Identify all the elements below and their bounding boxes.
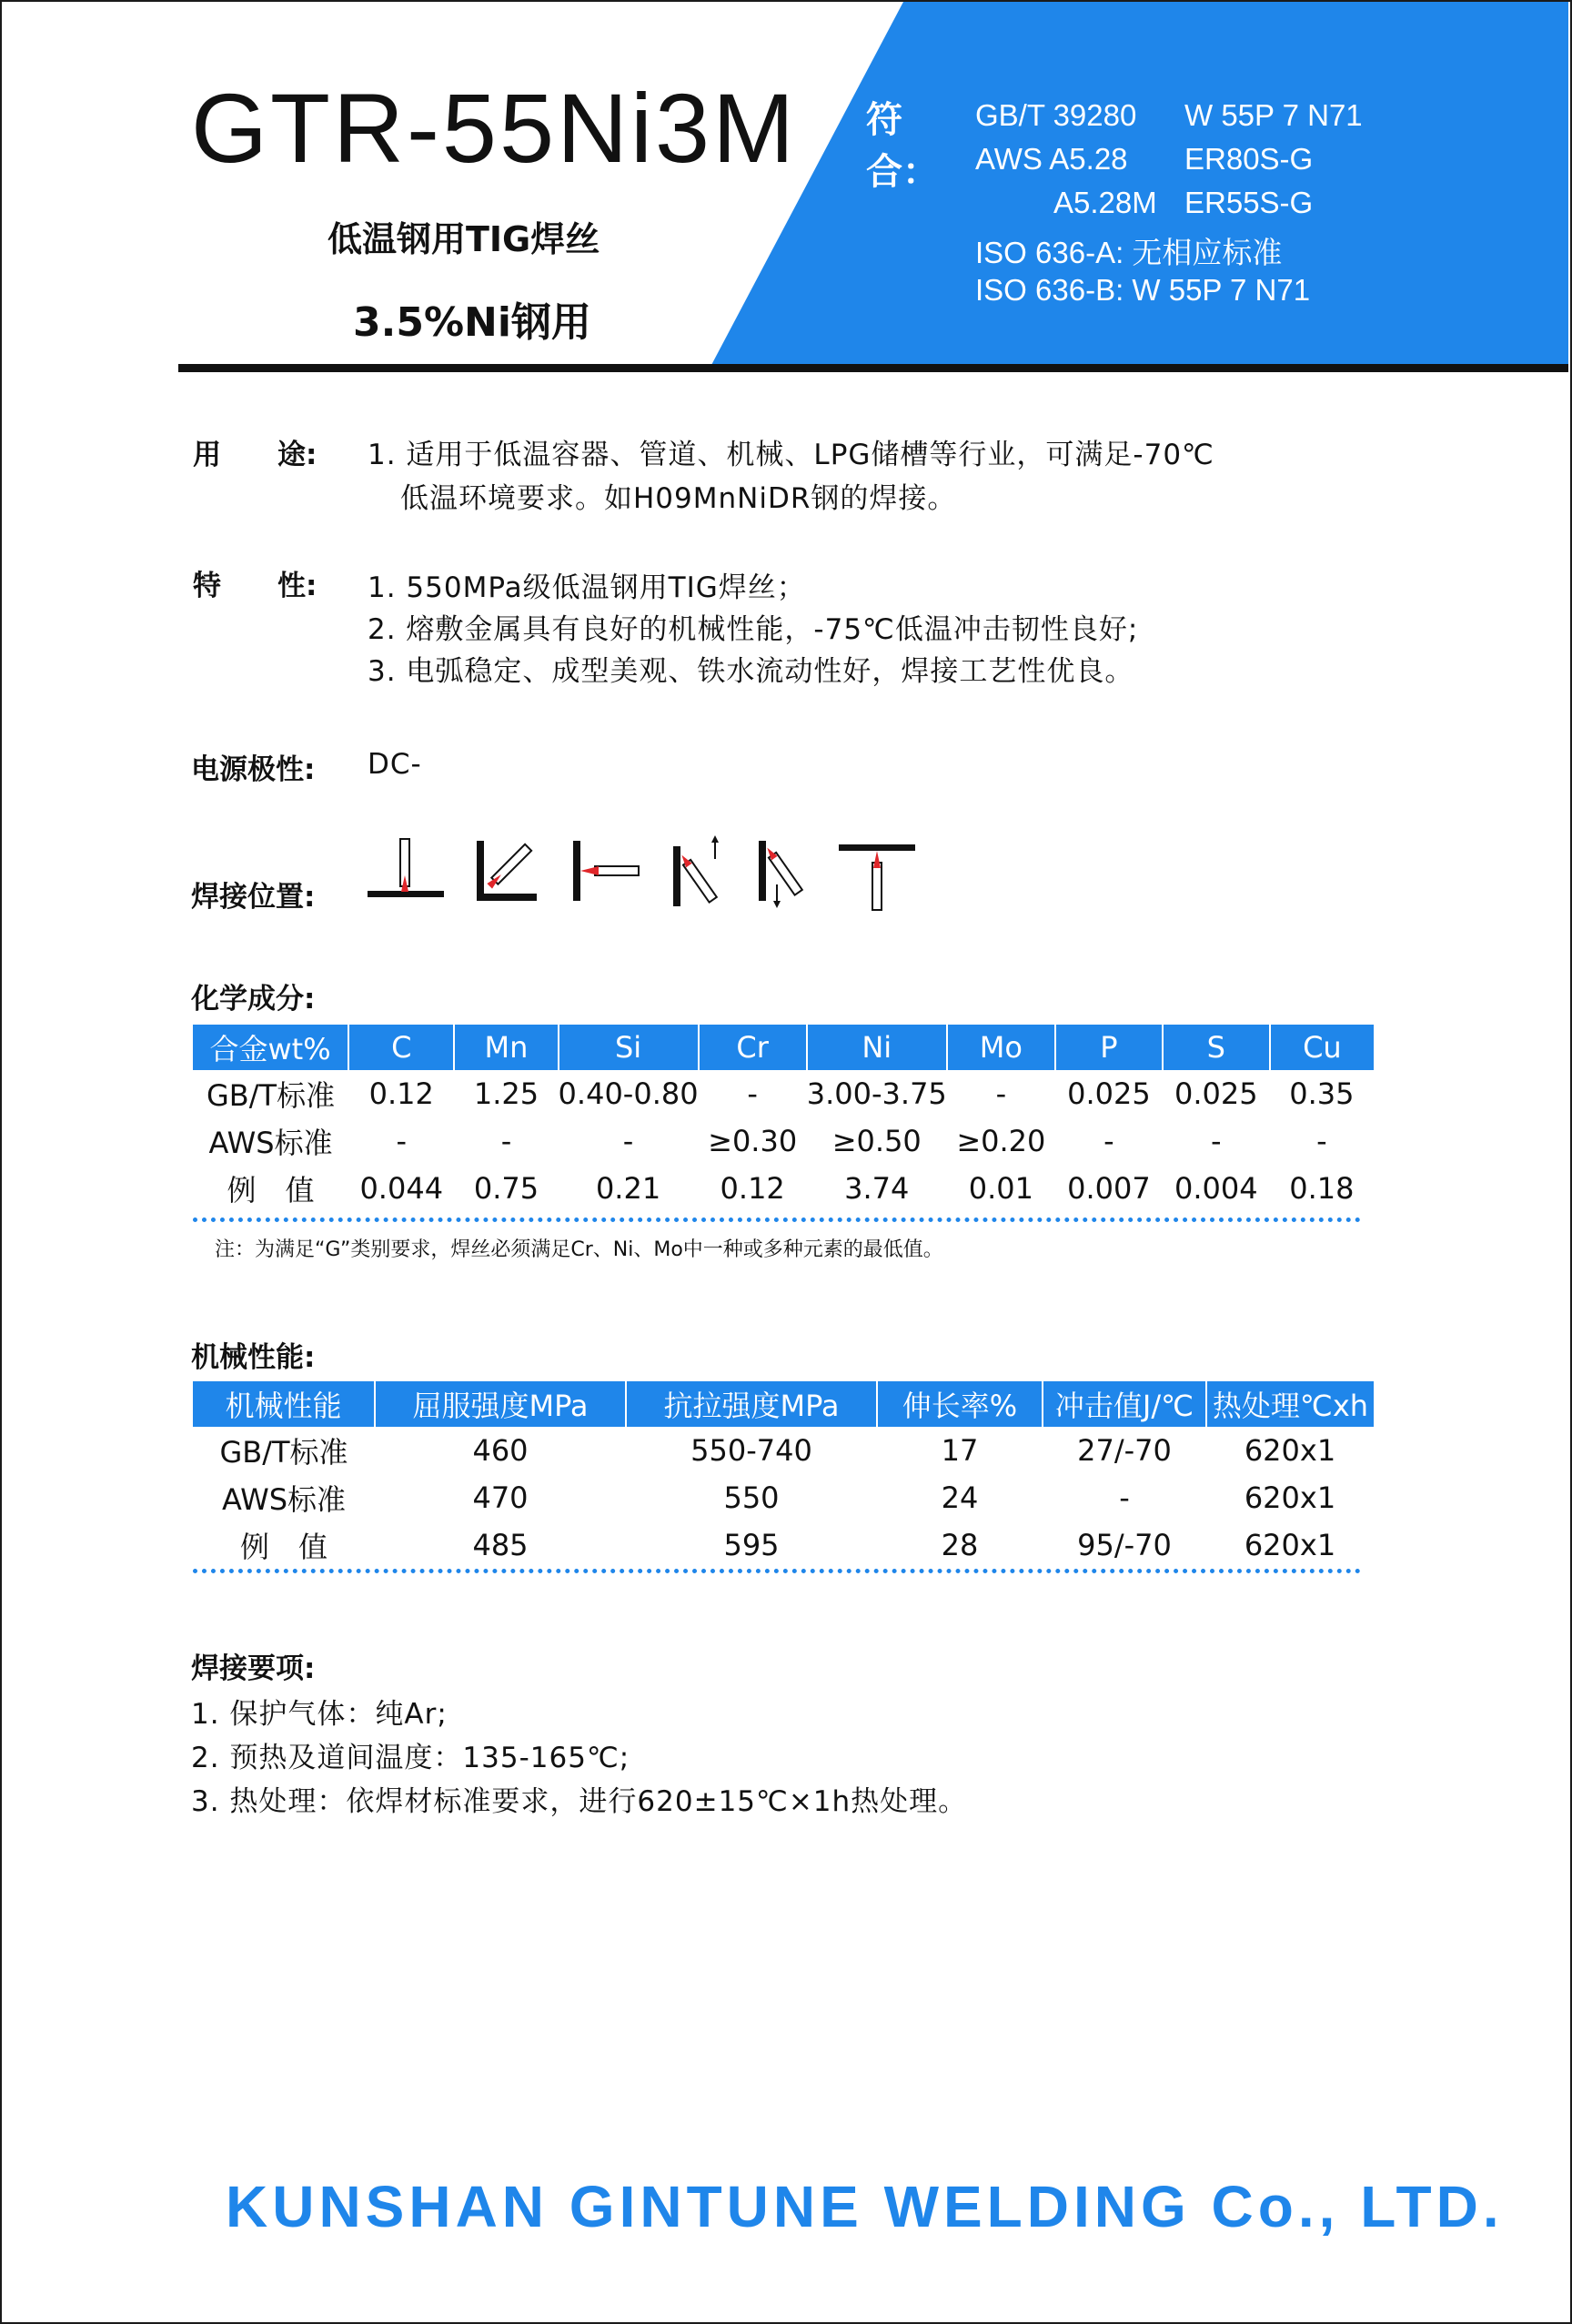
header-cell: 伸长率% bbox=[877, 1381, 1043, 1427]
table-cell: 0.21 bbox=[595, 1171, 661, 1206]
chemistry-note: 注：为满足“G”类别要求，焊丝必须满足Cr、Ni、Mo中一种或多种元素的最低值。 bbox=[215, 1238, 943, 1261]
table-cell: 0.025 bbox=[1174, 1076, 1258, 1111]
table-cell: - bbox=[1103, 1124, 1114, 1158]
standard-right: W 55P 7 N71 bbox=[1184, 98, 1363, 132]
standard-row bbox=[1053, 186, 1314, 220]
header-cell: 屈服强度MPa bbox=[375, 1381, 626, 1427]
table-cell: 27/-70 bbox=[1077, 1433, 1172, 1468]
welding-note-line: 3. 热处理：依焊材标准要求，进行620±15℃×1h热处理。 bbox=[191, 1785, 968, 1818]
feature-line: 1. 550MPa级低温钢用TIG焊丝； bbox=[368, 571, 806, 604]
horizontal-fillet-icon bbox=[475, 837, 540, 903]
standard-right: ER80S-G bbox=[1184, 142, 1314, 176]
header-cell: C bbox=[348, 1025, 454, 1070]
header-cell: 机械性能 bbox=[193, 1381, 375, 1427]
header-cell: 冲击值J/℃ bbox=[1043, 1381, 1206, 1427]
table-row bbox=[193, 1070, 1374, 1117]
header-cell: Mn bbox=[454, 1025, 558, 1070]
vertical-down-icon bbox=[757, 837, 813, 910]
table-cell: 485 bbox=[472, 1528, 529, 1562]
table-cell: 3.00-3.75 bbox=[806, 1076, 947, 1111]
table-row bbox=[193, 1427, 1374, 1474]
table-cell: 0.12 bbox=[720, 1171, 785, 1206]
header-cell: Ni bbox=[807, 1025, 947, 1070]
table-cell: 24 bbox=[941, 1480, 979, 1515]
usage-line: 1. 适用于低温容器、管道、机械、LPG储槽等行业，可满足-70℃ bbox=[368, 439, 1214, 471]
polarity-label: 电源极性: bbox=[191, 753, 316, 786]
table-cell: 0.01 bbox=[968, 1171, 1033, 1206]
table-row bbox=[193, 1165, 1374, 1212]
header-cell: Mo bbox=[947, 1025, 1055, 1070]
table-row bbox=[193, 1117, 1374, 1165]
header-cell: 合金wt% bbox=[193, 1025, 348, 1070]
table-cell: 0.40-0.80 bbox=[558, 1076, 699, 1111]
standard-left: GB/T 39280 bbox=[975, 98, 1137, 132]
standard-row bbox=[975, 142, 1314, 177]
table-cell: - bbox=[995, 1076, 1007, 1111]
polarity-value: DC- bbox=[368, 748, 422, 781]
welding-note-line: 1. 保护气体：纯Ar; bbox=[191, 1698, 448, 1731]
header-cell: 热处理℃xh bbox=[1206, 1381, 1374, 1427]
header-cell: Cu bbox=[1270, 1025, 1374, 1070]
table-cell: 0.025 bbox=[1067, 1076, 1151, 1111]
usage-line: 低温环境要求。如H09MnNiDR钢的焊接。 bbox=[400, 482, 957, 515]
header-cell: Cr bbox=[699, 1025, 807, 1070]
table-cell: 550 bbox=[723, 1480, 780, 1515]
table-cell: GB/T标准 bbox=[207, 1078, 336, 1113]
welding-notes-title: 焊接要项: bbox=[191, 1652, 316, 1685]
product-title: GTR-55Ni3M bbox=[191, 73, 798, 183]
table-cell: - bbox=[1119, 1480, 1130, 1515]
horizontal-position-icon bbox=[571, 837, 640, 903]
table-cell: GB/T标准 bbox=[219, 1435, 348, 1470]
overhead-position-icon bbox=[839, 843, 915, 912]
usage-label: 用 途: bbox=[193, 439, 317, 471]
table-cell: 460 bbox=[472, 1433, 529, 1468]
table-row bbox=[193, 1474, 1374, 1521]
mechanical-header-row bbox=[193, 1381, 1374, 1427]
table-cell: 1.25 bbox=[473, 1076, 539, 1111]
flat-position-icon bbox=[368, 837, 444, 903]
standard-right: ER55S-G bbox=[1184, 186, 1314, 219]
table-cell: ≥0.20 bbox=[956, 1124, 1046, 1158]
standard-row bbox=[975, 98, 1363, 133]
feature-line: 2. 熔敷金属具有良好的机械性能，-75℃低温冲击韧性良好; bbox=[368, 613, 1139, 646]
table-cell: 620x1 bbox=[1244, 1528, 1336, 1562]
standard-row bbox=[975, 273, 1310, 308]
header-blue-banner bbox=[0, 0, 1572, 373]
table-row bbox=[193, 1521, 1374, 1569]
table-cell: - bbox=[396, 1124, 408, 1158]
table-cell: 550-740 bbox=[690, 1433, 812, 1468]
product-subtitle: 低温钢用TIG焊丝 bbox=[328, 219, 600, 259]
header-cell: 抗拉强度MPa bbox=[626, 1381, 877, 1427]
table-cell: 0.004 bbox=[1174, 1171, 1258, 1206]
table-cell: 595 bbox=[723, 1528, 780, 1562]
table-cell: 0.18 bbox=[1289, 1171, 1355, 1206]
dotted-divider bbox=[193, 1569, 1361, 1573]
standard-left: ISO 636-B: W 55P 7 N71 bbox=[975, 273, 1311, 307]
table-cell: - bbox=[1316, 1124, 1327, 1158]
feature-line: 3. 电弧稳定、成型美观、铁水流动性好，焊接工艺性优良。 bbox=[368, 655, 1134, 688]
table-cell: 470 bbox=[472, 1480, 529, 1515]
welding-note-line: 2. 预热及道间温度：135-165℃; bbox=[191, 1742, 630, 1774]
product-application: 3.5%Ni钢用 bbox=[353, 299, 591, 346]
table-cell: 28 bbox=[941, 1528, 979, 1562]
table-cell: 620x1 bbox=[1244, 1480, 1336, 1515]
header-cell: S bbox=[1163, 1025, 1270, 1070]
chemistry-header-row bbox=[193, 1025, 1374, 1070]
table-cell: - bbox=[1211, 1124, 1222, 1158]
table-cell: 17 bbox=[941, 1433, 979, 1468]
standard-row bbox=[975, 229, 1282, 272]
table-cell: 0.007 bbox=[1067, 1171, 1151, 1206]
table-cell: 3.74 bbox=[844, 1171, 910, 1206]
table-cell: - bbox=[747, 1076, 758, 1111]
table-cell: AWS标准 bbox=[208, 1126, 333, 1160]
company-name: KUNSHAN GINTUNE WELDING Co., LTD. bbox=[226, 2174, 1504, 2239]
standard-left: AWS A5.28 bbox=[975, 142, 1128, 176]
header-cell: Si bbox=[559, 1025, 699, 1070]
vertical-up-icon bbox=[671, 835, 728, 908]
table-cell: 例 值 bbox=[227, 1173, 315, 1207]
features-label: 特 性: bbox=[193, 570, 317, 602]
table-cell: 95/-70 bbox=[1077, 1528, 1172, 1562]
mechanical-title: 机械性能: bbox=[191, 1341, 316, 1374]
table-cell: 620x1 bbox=[1244, 1433, 1336, 1468]
positions-label: 焊接位置: bbox=[191, 881, 316, 914]
standard-left: A5.28M bbox=[1053, 186, 1157, 219]
table-cell: 0.12 bbox=[368, 1076, 434, 1111]
dotted-divider bbox=[193, 1218, 1361, 1222]
chemistry-table bbox=[193, 1025, 1374, 1212]
table-cell: 0.35 bbox=[1289, 1076, 1355, 1111]
table-cell: 0.044 bbox=[359, 1171, 444, 1206]
header-cell: P bbox=[1055, 1025, 1163, 1070]
table-cell: - bbox=[622, 1124, 634, 1158]
standard-left: ISO 636-A: 无相应标准 bbox=[975, 236, 1283, 269]
mechanical-table bbox=[193, 1381, 1374, 1569]
header-rule bbox=[178, 364, 1568, 372]
table-cell: 例 值 bbox=[239, 1530, 328, 1564]
standards-label: 符合： bbox=[866, 100, 939, 192]
table-cell: AWS标准 bbox=[221, 1482, 347, 1517]
table-cell: - bbox=[500, 1124, 512, 1158]
table-cell: ≥0.50 bbox=[831, 1124, 922, 1158]
table-cell: ≥0.30 bbox=[708, 1124, 798, 1158]
table-cell: 0.75 bbox=[473, 1171, 539, 1206]
chemistry-title: 化学成分: bbox=[191, 983, 316, 1015]
